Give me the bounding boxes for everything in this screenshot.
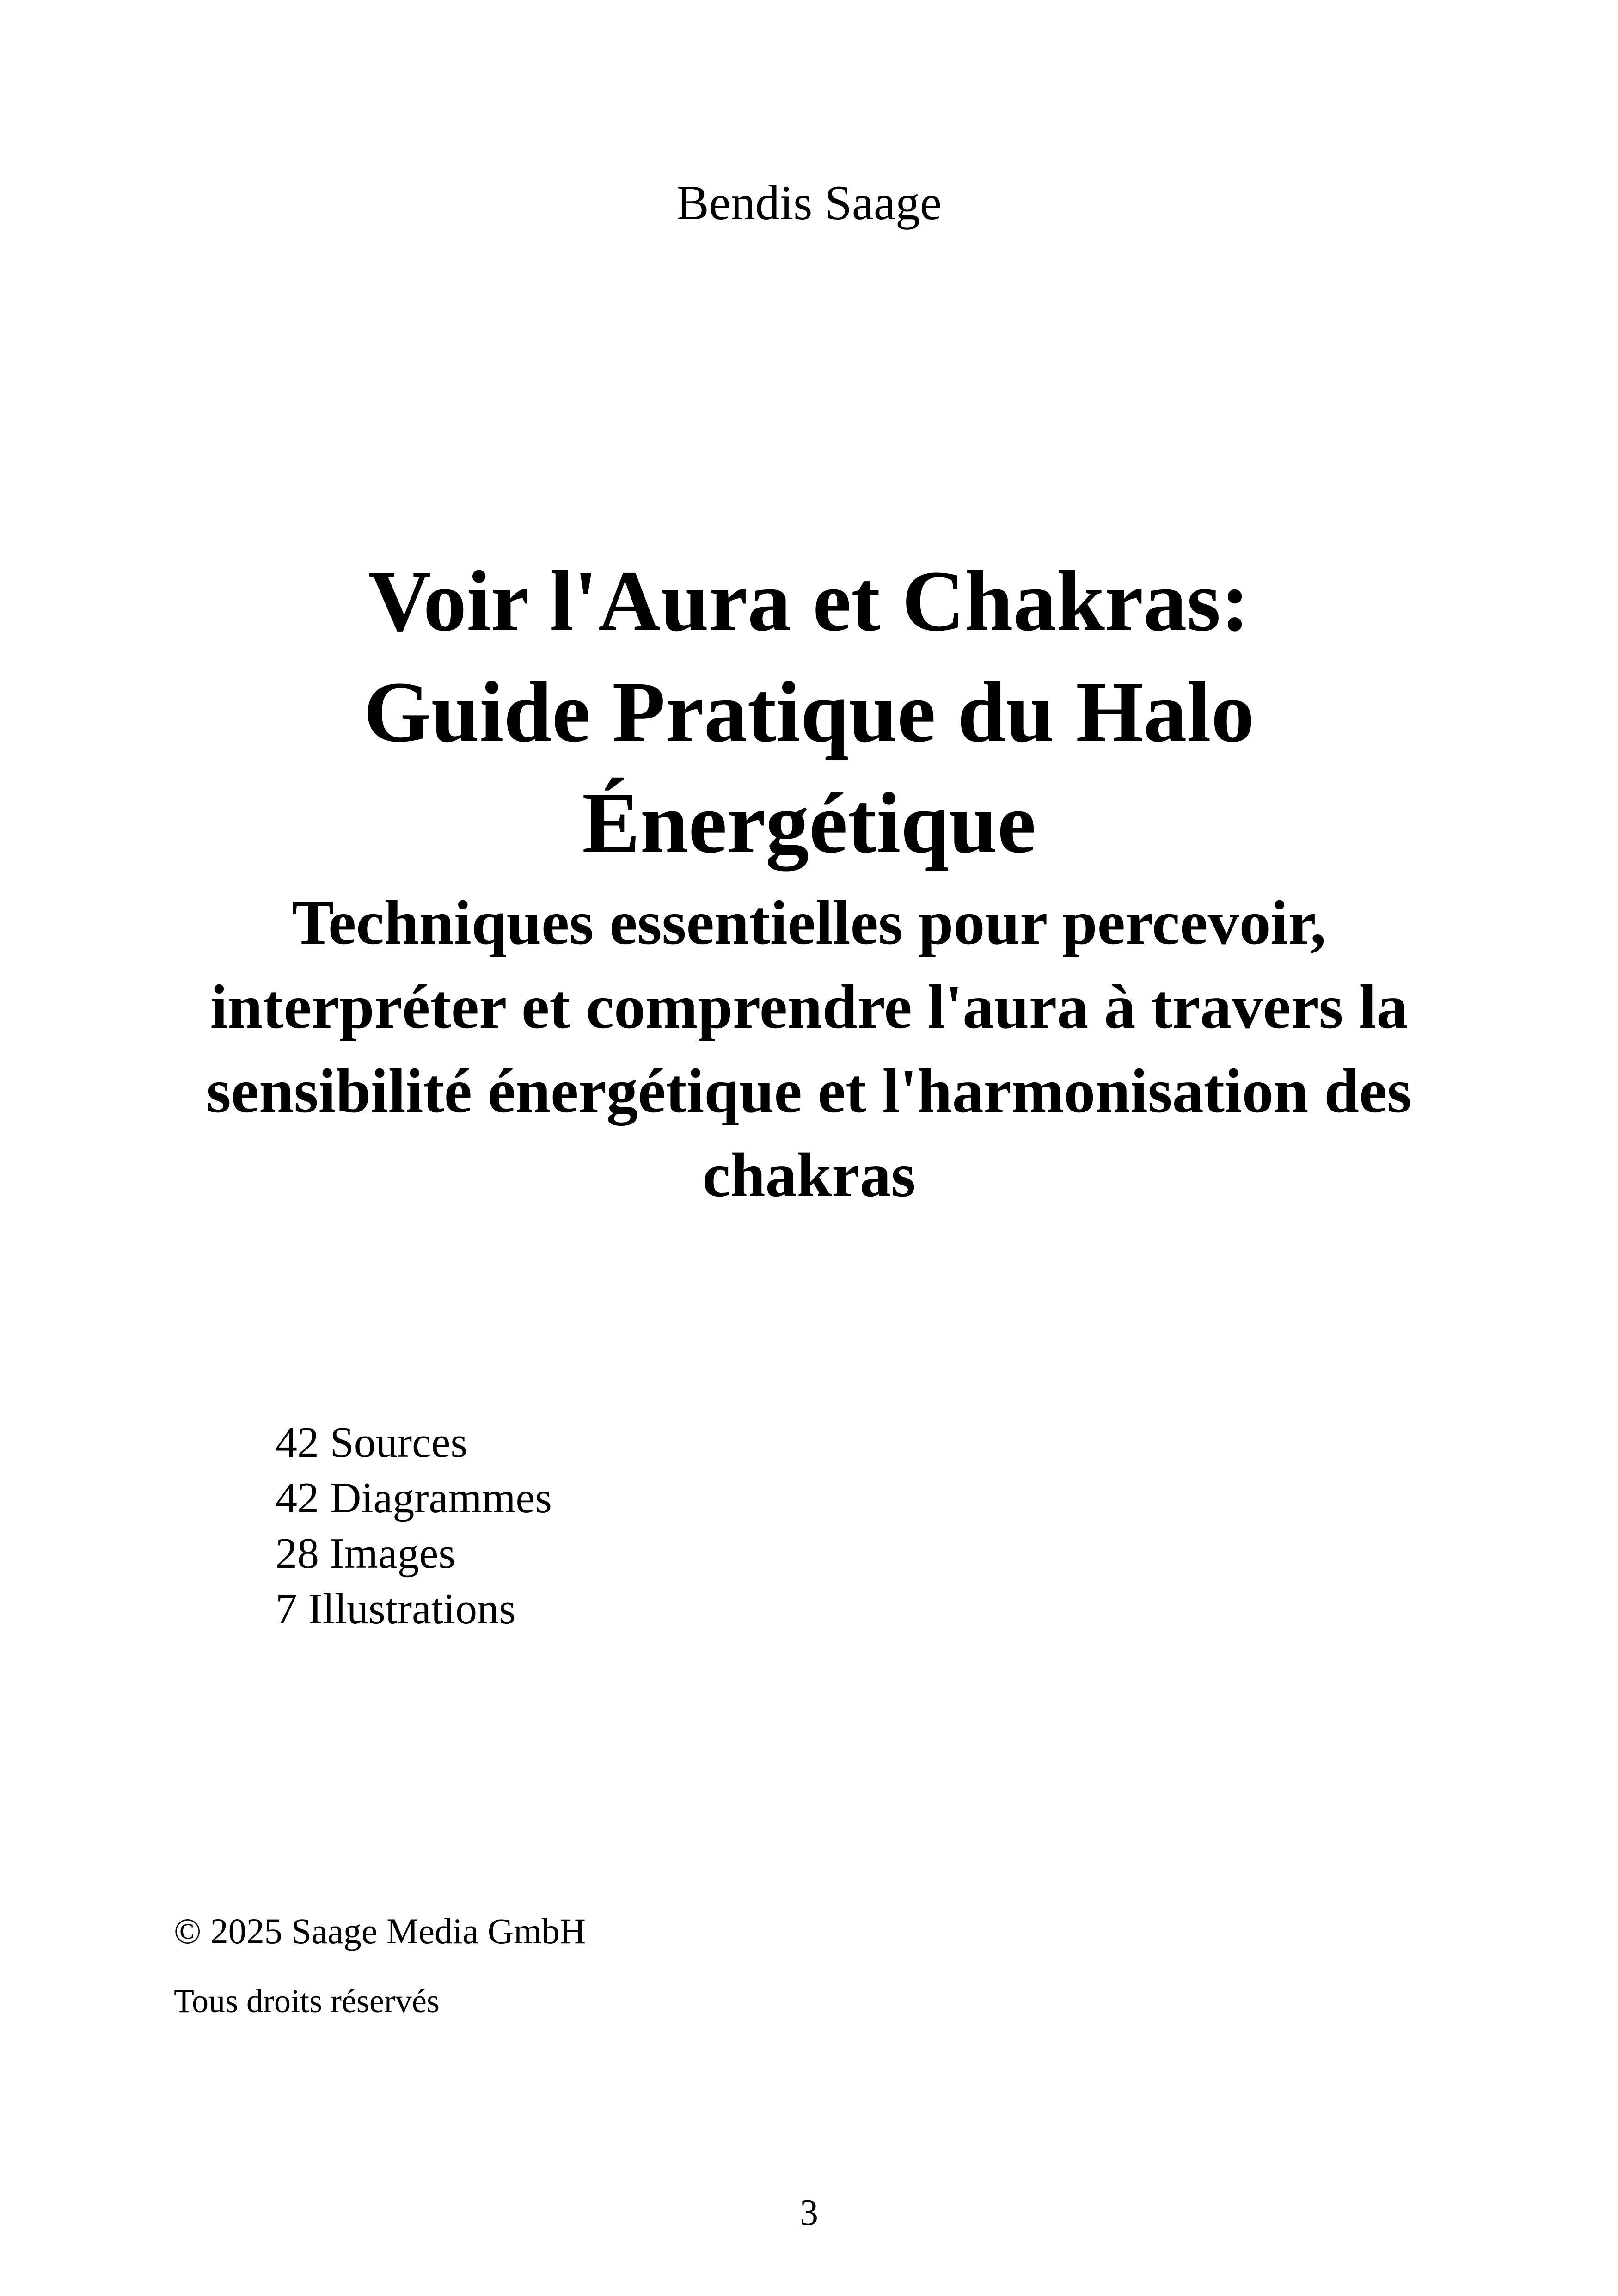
title-line: Guide Pratique du Halo [363,663,1255,760]
stat-diagrams: 42 Diagrammes [276,1474,552,1522]
title-line: Voir l'Aura et Chakras: [368,553,1250,649]
subtitle-line: sensibilité énergétique et l'harmonisation des [206,1056,1412,1126]
stat-sources: 42 Sources [276,1418,468,1467]
stat-images: 28 Images [276,1529,455,1578]
page-number: 3 [800,2192,818,2233]
copyright-notice: © 2025 Saage Media GmbH [174,1911,586,1951]
book-subtitle [139,881,1479,1217]
subtitle-line: chakras [702,1141,916,1210]
book-title [116,546,1502,878]
content-stats-list [276,1415,552,1637]
rights-notice: Tous droits réservés [174,1983,440,2020]
author-name: Bendis Saage [676,176,942,230]
title-line: Énergétique [582,774,1036,871]
subtitle-line: Techniques essentielles pour percevoir, [292,888,1326,958]
stat-illustrations: 7 Illustrations [276,1585,516,1633]
subtitle-line: interpréter et comprendre l'aura à travers la [210,972,1408,1042]
